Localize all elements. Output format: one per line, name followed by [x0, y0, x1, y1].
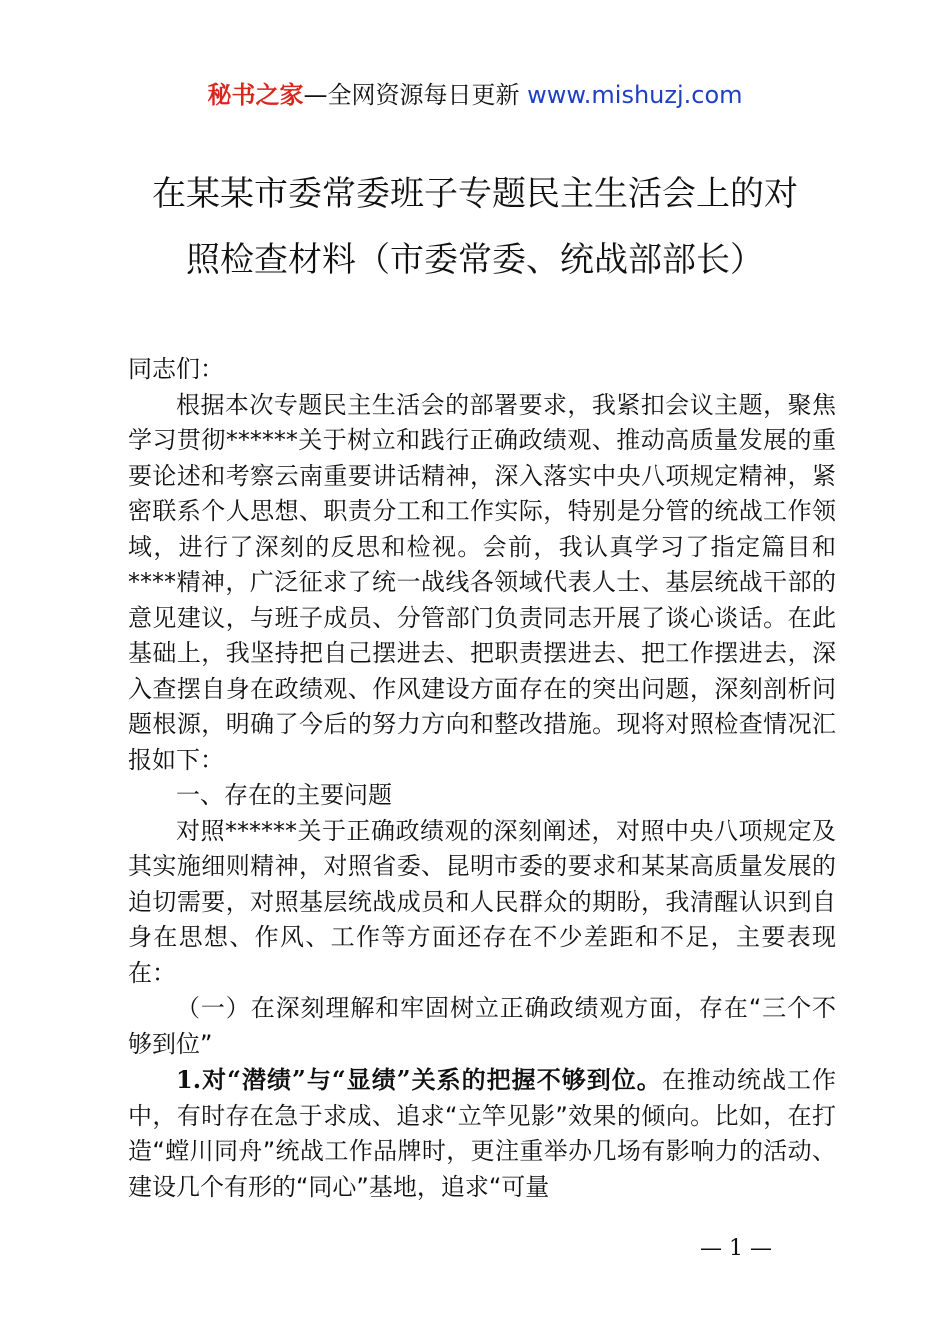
site-url-link[interactable]: www.mishuzj.com	[527, 81, 743, 109]
paragraph-point1	[128, 1062, 836, 1205]
salutation: 同志们：	[128, 355, 224, 383]
section-heading: 一、存在的主要问题	[176, 781, 392, 809]
point1-text: 在推动统战工作中，有时存在急于求成、追求“立竿见影”效果的倾向。比如，在打造“螳川同舟”统战工作品牌时，更注重举办几场有影响力的活动、建设几个有形的“同心”基地，追求“可量	[128, 1066, 837, 1201]
subsection-heading: （一）在深刻理解和牢固树立正确政绩观方面，存在“三个不够到位”	[128, 994, 836, 1058]
point1-heading: 1.对“潜绩”与“显绩”关系的把握不够到位。	[176, 1065, 662, 1094]
page-number: — 1 —	[700, 1236, 772, 1261]
paragraph-problems: 对照******关于正确政绩观的深刻阐述，对照中央八项规定及其实施细则精神，对照省委、昆明市委的要求和某某高质量发展的迫切需要，对照基层统战成员和人民群众的期盼，我清醒认识到自身在思想、作风、工作等方面还存在不少差距和不足，主要表现在：	[128, 816, 836, 987]
document-body	[128, 352, 836, 1205]
site-header	[0, 80, 950, 110]
document-title-line1: 在某某市委常委班子专题民主生活会上的对	[152, 174, 798, 214]
paragraph-intro: 根据本次专题民主生活会的部署要求，我紧扣会议主题，聚焦学习贯彻******关于树立和践行正确政绩观、推动高质量发展的重要论述和考察云南重要讲话精神，深入落实中央八项规定精神，紧密联系个人思想、职责分工和工作实际，特别是分管的统战工作领域，进行了深刻的反思和检视。会前，我认真学习了指定篇目和****精神，广泛征求了统一战线各领域代表人士、基层统战干部的意见建议，与班子成员、分管部门负责同志开展了谈心谈话。在此基础上，我坚持把自己摆进去、把职责摆进去、把工作摆进去，深入查摆自身在政绩观、作风建设方面存在的突出问题，深刻剖析问题根源，明确了今后的努力方向和整改措施。现将对照检查情况汇报如下：	[128, 390, 836, 774]
site-brand: 秘书之家	[207, 81, 304, 109]
document-title-line2: 照检查材料（市委常委、统战部部长）	[186, 240, 764, 280]
site-slogan: —全网资源每日更新	[303, 81, 520, 109]
